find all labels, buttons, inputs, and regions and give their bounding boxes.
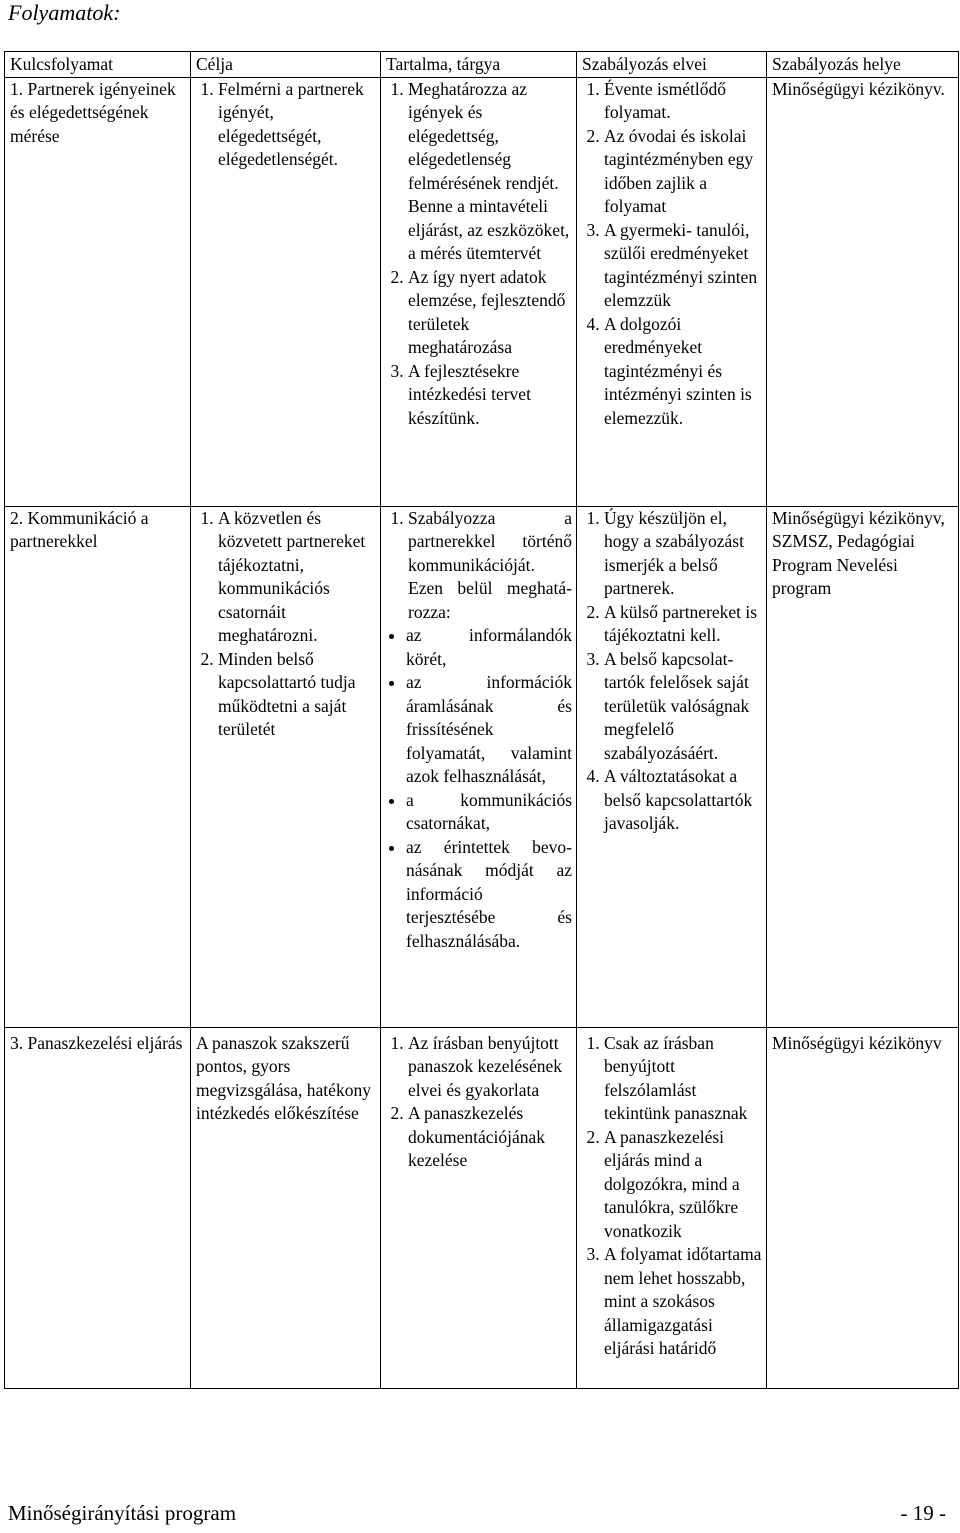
cell-kulcsfolyamat: 2. Kommunikáció a partnerekkel [5, 506, 191, 1027]
cell-helye: Minőségügyi kézikönyv. [767, 77, 959, 506]
list-item: 4. A változtatásokat a belső kapcsolattartók javasolják. [604, 765, 762, 836]
header-elvei: Szabályozás elvei [577, 52, 767, 78]
header-celja: Célja [191, 52, 381, 78]
list-item: 1. A közvetlen és közvetett partnereket tájékoztatni, kommunikációs csatornáit meghatározni. [218, 507, 376, 648]
list-item: 2. A panaszkezelés dokumentációjának kezelése [408, 1102, 572, 1173]
list-item: 1. Évente ismétlődő folyamat. [604, 78, 762, 125]
list-item: 2. Az óvodai és iskolai tagintézményben egy időben zajlik a folyamat [604, 125, 762, 219]
list-item: 3. A folyamat időtartama nem lehet hosszabb, mint a szokásos államigazgatási eljárási határidő [604, 1243, 762, 1361]
list-item: 3. A belső kapcsolat-tartók felelősek saját területük valóságnak megfelelő szabályozásáért. [604, 648, 762, 766]
list-item: 2. Az így nyert adatok elemzése, fejlesztendő területek meghatározása [408, 266, 572, 360]
process-table [4, 51, 959, 1389]
cell-celja: A panaszok szakszerű pontos, gyors megvizsgálása, hatékony intézkedés előkészítése [191, 1027, 381, 1388]
cell-tartalma [381, 1027, 577, 1388]
list-item: 2. A panaszkezelési eljárás mind a dolgozókra, mind a tanulókra, szülőkre vonatkozik [604, 1126, 762, 1244]
cell-elvei [577, 506, 767, 1027]
footer-document-title: Minőségirányítási program [8, 1501, 237, 1525]
list-item: 1. Csak az írásban benyújtott felszólamlást tekintünk panasznak [604, 1032, 762, 1126]
list-item: 2. Minden belső kapcsolattartó tudja működtetni a saját területét [218, 648, 376, 742]
table-header-row [5, 52, 959, 78]
list-item: 1. Úgy készüljön el, hogy a szabályozást ismerjék a belső partnerek. [604, 507, 762, 601]
list-item: 1. Szabályozza a partnerekkel történő kommunikációját. Ezen belül meghatá-rozza: [408, 507, 572, 625]
list-item: 4. A dolgozói eredményeket tagintézményi és intézményi szinten is elemezzük. [604, 313, 762, 431]
bullet-item: • az érintettek bevo-násának módját az információ terjesztésébe és felhasználásába. [406, 836, 572, 954]
cell-celja [191, 77, 381, 506]
bullet-item: • a kommunikációs csatornákat, [406, 789, 572, 836]
list-item: 3. A fejlesztésekre intézkedési tervet készítünk. [408, 360, 572, 431]
list-item: 3. A gyermeki- tanulói, szülői eredményeket tagintézményi szinten elemzzük [604, 219, 762, 313]
cell-kulcsfolyamat: 3. Panaszkezelési eljárás [5, 1027, 191, 1388]
list-item: 1. Felmérni a partnerek igényét, elégedettségét, elégedetlenségét. [218, 78, 376, 172]
cell-elvei [577, 1027, 767, 1388]
cell-elvei [577, 77, 767, 506]
header-tartalma: Tartalma, tárgya [381, 52, 577, 78]
table-row [5, 77, 959, 506]
list-item: 1. Meghatározza az igények és elégedettség, elégedetlenség felmérésének rendjét. Benne a mintavételi eljárást, az eszközöket, a mérés ütemtervét [408, 78, 572, 266]
table-row [5, 506, 959, 1027]
cell-helye: Minőségügyi kézikönyv, SZMSZ, Pedagógiai Program Nevelési program [767, 506, 959, 1027]
cell-tartalma [381, 77, 577, 506]
page-title: Folyamatok: [8, 0, 121, 25]
list-item: 1. Az írásban benyújtott panaszok kezelésének elvei és gyakorlata [408, 1032, 572, 1103]
header-kulcsfolyamat: Kulcsfolyamat [5, 52, 191, 78]
table-row [5, 1027, 959, 1388]
cell-helye: Minőségügyi kézikönyv [767, 1027, 959, 1388]
bullet-item: • az informálandók körét, [406, 624, 572, 671]
footer-page-number: - 19 - [900, 1501, 946, 1525]
header-helye: Szabályozás helye [767, 52, 959, 78]
cell-celja [191, 506, 381, 1027]
list-item: 2. A külső partnereket is tájékoztatni kell. [604, 601, 762, 648]
bullet-item: • az információk áramlásának és frissítésének folyamatát, valamint azok felhasználását, [406, 671, 572, 789]
cell-kulcsfolyamat: 1. Partnerek igényeinek és elégedettségének mérése [5, 77, 191, 506]
cell-tartalma [381, 506, 577, 1027]
